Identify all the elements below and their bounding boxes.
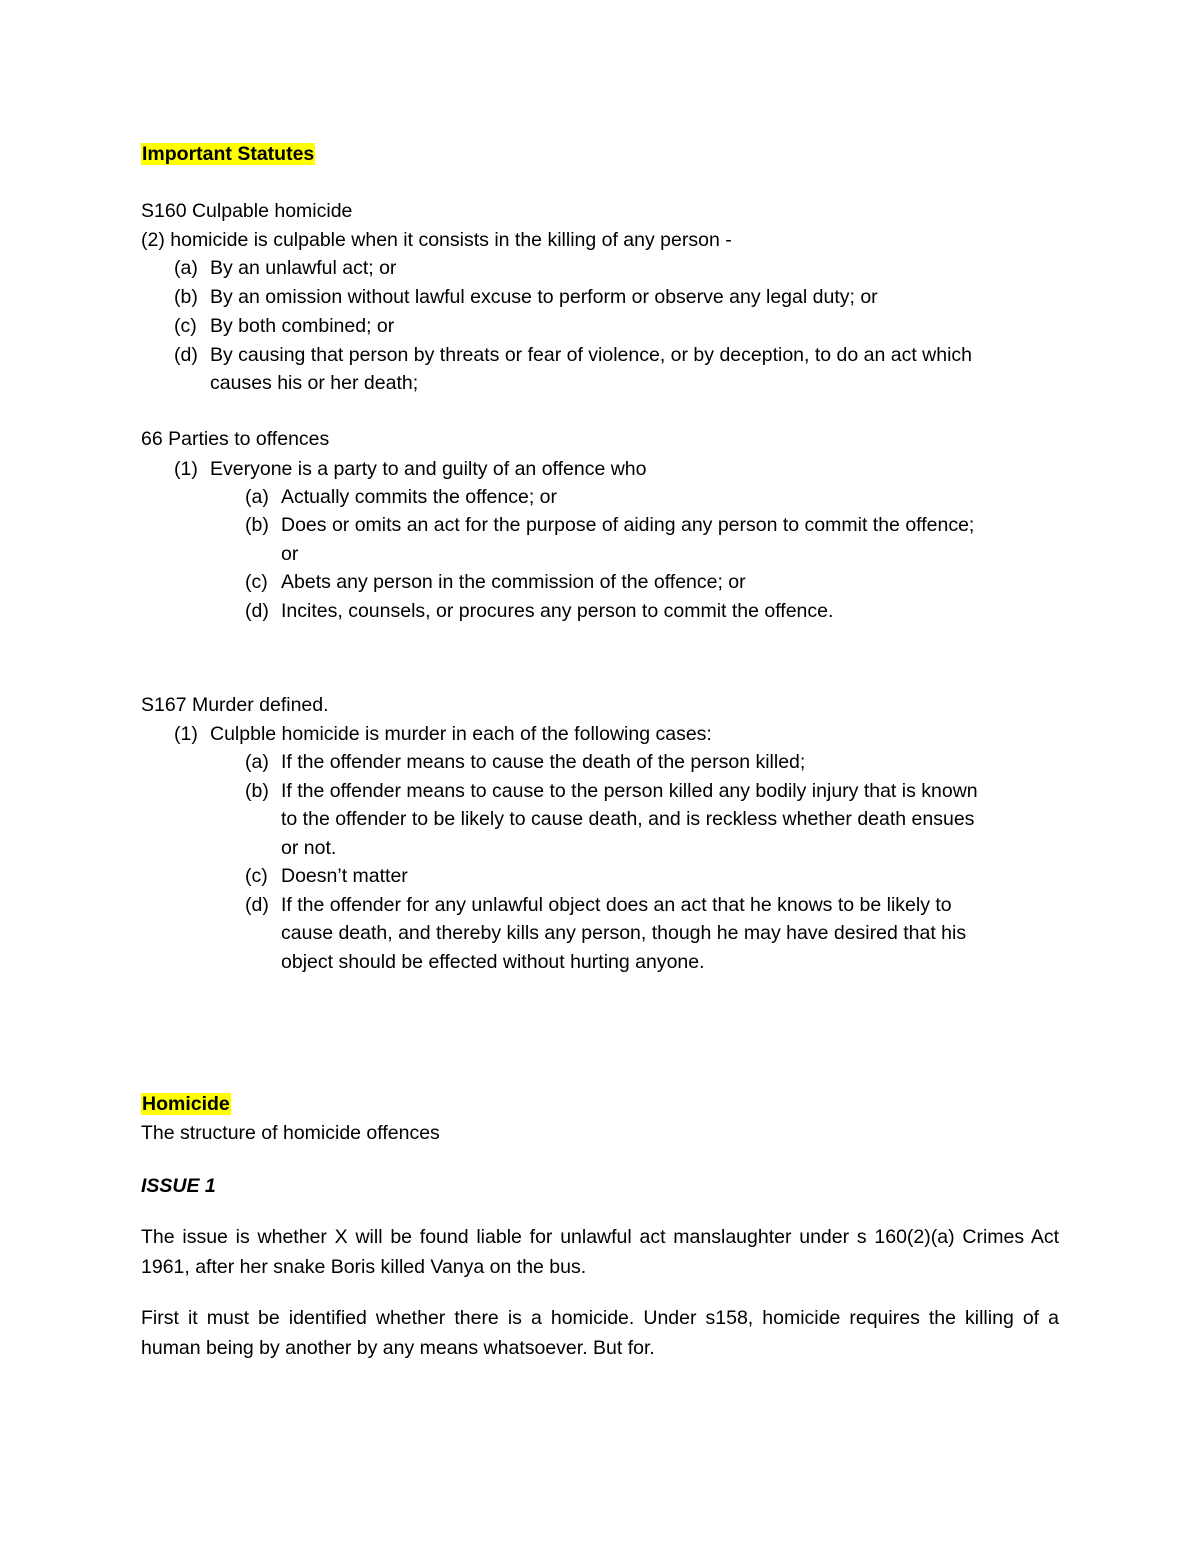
s160-item-d xyxy=(174,341,972,370)
s167-item-b-continued-2: or not. xyxy=(281,837,337,859)
s167-item-d-continued-1: cause death, and thereby kills any person, though he may have desired that his xyxy=(281,922,967,944)
item-label: (a) xyxy=(245,751,269,773)
item-label: (b) xyxy=(245,780,269,802)
item-text: Everyone is a party to and guilty of an offence who xyxy=(210,458,647,480)
homicide-subtitle: The structure of homicide offences xyxy=(141,1122,440,1144)
s66-item-b-continued: or xyxy=(281,543,299,565)
item-label: (d) xyxy=(245,600,269,622)
item-text: If the offender for any unlawful object does an act that he knows to be likely to xyxy=(281,894,952,916)
s160-intro: (2) homicide is culpable when it consists in the killing of any person - xyxy=(141,229,732,251)
item-label: (d) xyxy=(245,894,269,916)
s167-title: S167 Murder defined. xyxy=(141,694,329,716)
s167-sub-1 xyxy=(174,720,712,749)
item-text: Culpble homicide is murder in each of the following cases: xyxy=(210,723,712,745)
item-text: By causing that person by threats or fear of violence, or by deception, to do an act which xyxy=(210,344,973,366)
item-label: (1) xyxy=(174,458,198,480)
s167-item-b xyxy=(245,777,978,806)
s167-item-c xyxy=(245,862,408,891)
s167-item-d xyxy=(245,891,952,920)
item-label: (d) xyxy=(174,344,198,366)
s167-item-d-continued-2: object should be effected without hurting anyone. xyxy=(281,951,705,973)
s160-title: S160 Culpable homicide xyxy=(141,200,353,222)
s160-item-a xyxy=(174,254,396,283)
item-text: Actually commits the offence; or xyxy=(281,486,558,508)
item-text: By both combined; or xyxy=(210,315,395,337)
highlighted-heading: Homicide xyxy=(142,1093,230,1115)
item-text: By an omission without lawful excuse to perform or observe any legal duty; or xyxy=(210,286,878,308)
item-label: (c) xyxy=(245,571,268,593)
item-label: (a) xyxy=(174,257,198,279)
issue-paragraph-2: First it must be identified whether there is a homicide. Under s158, homicide requires the killing of a human being by another by any means whatsoever. But for. xyxy=(141,1307,1059,1359)
item-text: Abets any person in the commission of the offence; or xyxy=(281,571,746,593)
item-text: By an unlawful act; or xyxy=(210,257,397,279)
item-label: (b) xyxy=(245,514,269,536)
s66-sub-1 xyxy=(174,455,647,484)
heading-homicide xyxy=(141,1090,231,1119)
issue-paragraph-1: The issue is whether X will be found liable for unlawful act manslaughter under s 160(2)(a) Crimes Act 1961, after her snake Boris killed Vanya on the bus. xyxy=(141,1226,1059,1278)
item-text: If the offender means to cause the death of the person killed; xyxy=(281,751,806,773)
s160-item-d-continued: causes his or her death; xyxy=(210,372,419,394)
item-text: If the offender means to cause to the person killed any bodily injury that is known xyxy=(281,780,978,802)
s160-item-b xyxy=(174,283,878,312)
item-label: (1) xyxy=(174,723,198,745)
item-text: Doesn’t matter xyxy=(281,865,408,887)
highlighted-heading: Important Statutes xyxy=(142,143,315,165)
s66-item-a xyxy=(245,483,557,512)
issue-title: ISSUE 1 xyxy=(141,1175,216,1197)
item-label: (b) xyxy=(174,286,198,308)
s66-title: 66 Parties to offences xyxy=(141,428,330,450)
item-text: Incites, counsels, or procures any person to commit the offence. xyxy=(281,600,834,622)
item-label: (a) xyxy=(245,486,269,508)
item-label: (c) xyxy=(245,865,268,887)
s66-item-c xyxy=(245,568,746,597)
s66-item-d xyxy=(245,597,833,626)
item-text: Does or omits an act for the purpose of aiding any person to commit the offence; xyxy=(281,514,975,536)
s160-item-c xyxy=(174,312,394,341)
item-label: (c) xyxy=(174,315,197,337)
s167-item-a xyxy=(245,748,805,777)
s167-item-b-continued-1: to the offender to be likely to cause death, and is reckless whether death ensues xyxy=(281,808,975,830)
s66-item-b xyxy=(245,511,974,540)
heading-important-statutes xyxy=(141,140,315,169)
